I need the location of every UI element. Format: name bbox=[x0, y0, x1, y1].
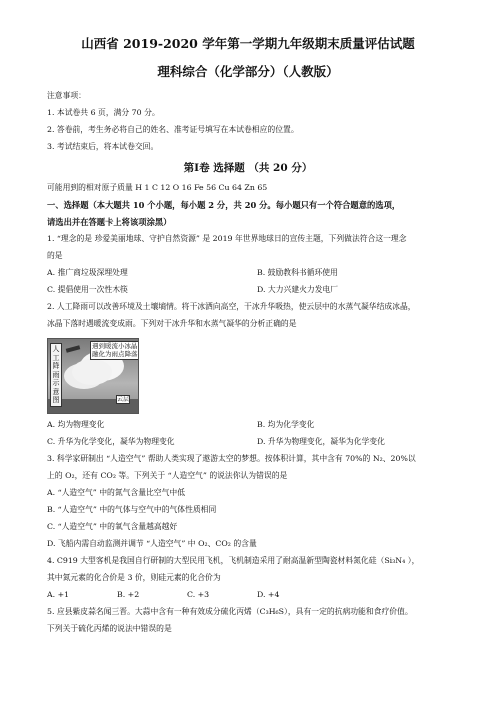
section-title: 第Ⅰ卷 选择题 （共 20 分） bbox=[183, 162, 313, 174]
questions-body bbox=[47, 183, 469, 641]
q1-options-row bbox=[47, 268, 469, 285]
note-item: 3. 考试结束后，将本试卷交回。 bbox=[47, 142, 159, 151]
q4-stem-cont: 其中氮元素的化合价是 3 价，则硅元素的化合价为 bbox=[47, 573, 221, 582]
q4-options-row bbox=[47, 590, 469, 607]
q5-stem-cont: 下列关于硫化丙烯的说法中错误的是 bbox=[47, 624, 172, 633]
part-heading-cont: 请选出并在答题卡上将该项涂黑） bbox=[47, 217, 172, 227]
q3-stem-cont: 上的 O₂，还有 CO₂ 等。下列关于 “人造空气” 的说法你认为错误的是 bbox=[47, 471, 288, 480]
atomic-mass-line: 可能用到的相对原子质量 H 1 C 12 O 16 Fe 56 Cu 64 Zn 65 bbox=[47, 183, 268, 192]
q1-stem-cont: 的是 bbox=[47, 251, 63, 260]
q1-option-c: C. 提倡使用一次性木筷 bbox=[47, 285, 128, 294]
q4-stem: 4. C919 大型客机是我国自行研制的大型民用飞机，飞机制造采用了耐高温新型陶瓷材料氮化硅（Si₃N₄ ）， bbox=[47, 556, 420, 565]
q4-option-a: A. +1 bbox=[47, 590, 70, 599]
q2-stem-cont: 冰晶下落时遇暖流变成雨。下列对干冰升华和水蒸气凝华的分析正确的是 bbox=[47, 319, 297, 328]
q3-option-d: D. 飞船内需自动监测并调节 “人造空气” 中 O₂、CO₂ 的含量 bbox=[47, 539, 257, 548]
exam-title: 山西省 2019-2020 学年第一学期九年级期末质量评估试题 bbox=[81, 36, 415, 51]
q1-option-d: D. 大力兴建火力发电厂 bbox=[257, 285, 339, 294]
q2-option-c: C. 升华为化学变化，凝华为物理变化 bbox=[47, 437, 175, 446]
exam-subtitle: 理科综合（化学部分）（人教版） bbox=[157, 64, 339, 79]
q4-option-d: D. +4 bbox=[257, 590, 280, 599]
rain-figure bbox=[47, 338, 139, 414]
cloud-shape bbox=[72, 359, 112, 385]
q1-option-b: B. 鼓励教科书循环使用 bbox=[257, 268, 338, 277]
note-item: 2. 答卷前，考生务必将自己的姓名、准考证号填写在本试卷相应的位置。 bbox=[47, 125, 299, 134]
q3-stem: 3. 科学家研制出 “人造空气” 帮助人类实现了遨游太空的梦想。按体积计算，其中含有 70%的 N₂、20%以 bbox=[47, 454, 416, 463]
q2-option-d: D. 升华为物理变化，凝华为化学变化 bbox=[257, 437, 385, 446]
q3-option-c: C. “人造空气” 中的氧气含量越高越好 bbox=[47, 522, 178, 531]
q1-option-a: A. 推广商垃圾深埋处理 bbox=[47, 268, 128, 277]
part-heading: 一、选择题（本大题共 10 个小题，每小题 2 分，共 20 分。每小题只有一个符合题意的选项， bbox=[47, 200, 401, 210]
note-item: 1. 本试卷共 6 页，满分 70 分。 bbox=[47, 108, 160, 117]
q5-stem: 5. 应县紫皮蒜名闻三晋。大蒜中含有一种有效成分硫化丙烯（C₃H₆S），具有一定的抗病功能和食疗价值。 bbox=[47, 607, 413, 616]
q2-options-row bbox=[47, 437, 469, 454]
q3-option-a: A. “人造空气” 中的氮气含量比空气中低 bbox=[47, 488, 185, 497]
q4-option-b: B. +2 bbox=[117, 590, 140, 599]
notes-heading: 注意事项： bbox=[47, 91, 86, 100]
q1-options-row bbox=[47, 285, 469, 302]
q2-stem: 2. 人工降雨可以改善环境及土壤墒情。将干冰洒向高空，干冰升华吸热，使云层中的水蒸气凝华结成冰晶， bbox=[47, 302, 416, 311]
notes-block bbox=[47, 91, 467, 159]
figure-vertical-label: 人工降雨示意图 bbox=[50, 343, 62, 407]
q4-option-c: C. +3 bbox=[187, 590, 210, 599]
q1-stem: 1. “理念的是 珍爱美丽地球、守护自然资源” 是 2019 年世界地球日的宣传主题，下列做法符合这一理念 bbox=[47, 234, 407, 243]
q2-options-row bbox=[47, 420, 469, 437]
figure-tag: 云层 bbox=[117, 396, 130, 403]
q2-option-a: A. 均为物理变化 bbox=[47, 420, 105, 429]
q2-option-b: B. 均为化学变化 bbox=[257, 420, 315, 429]
figure-callout: 遇到暖流小冰晶融化为雨点降落 bbox=[90, 341, 139, 360]
q3-option-b: B. “人造空气” 中的气体与空气中的气体性质相同 bbox=[47, 505, 217, 514]
